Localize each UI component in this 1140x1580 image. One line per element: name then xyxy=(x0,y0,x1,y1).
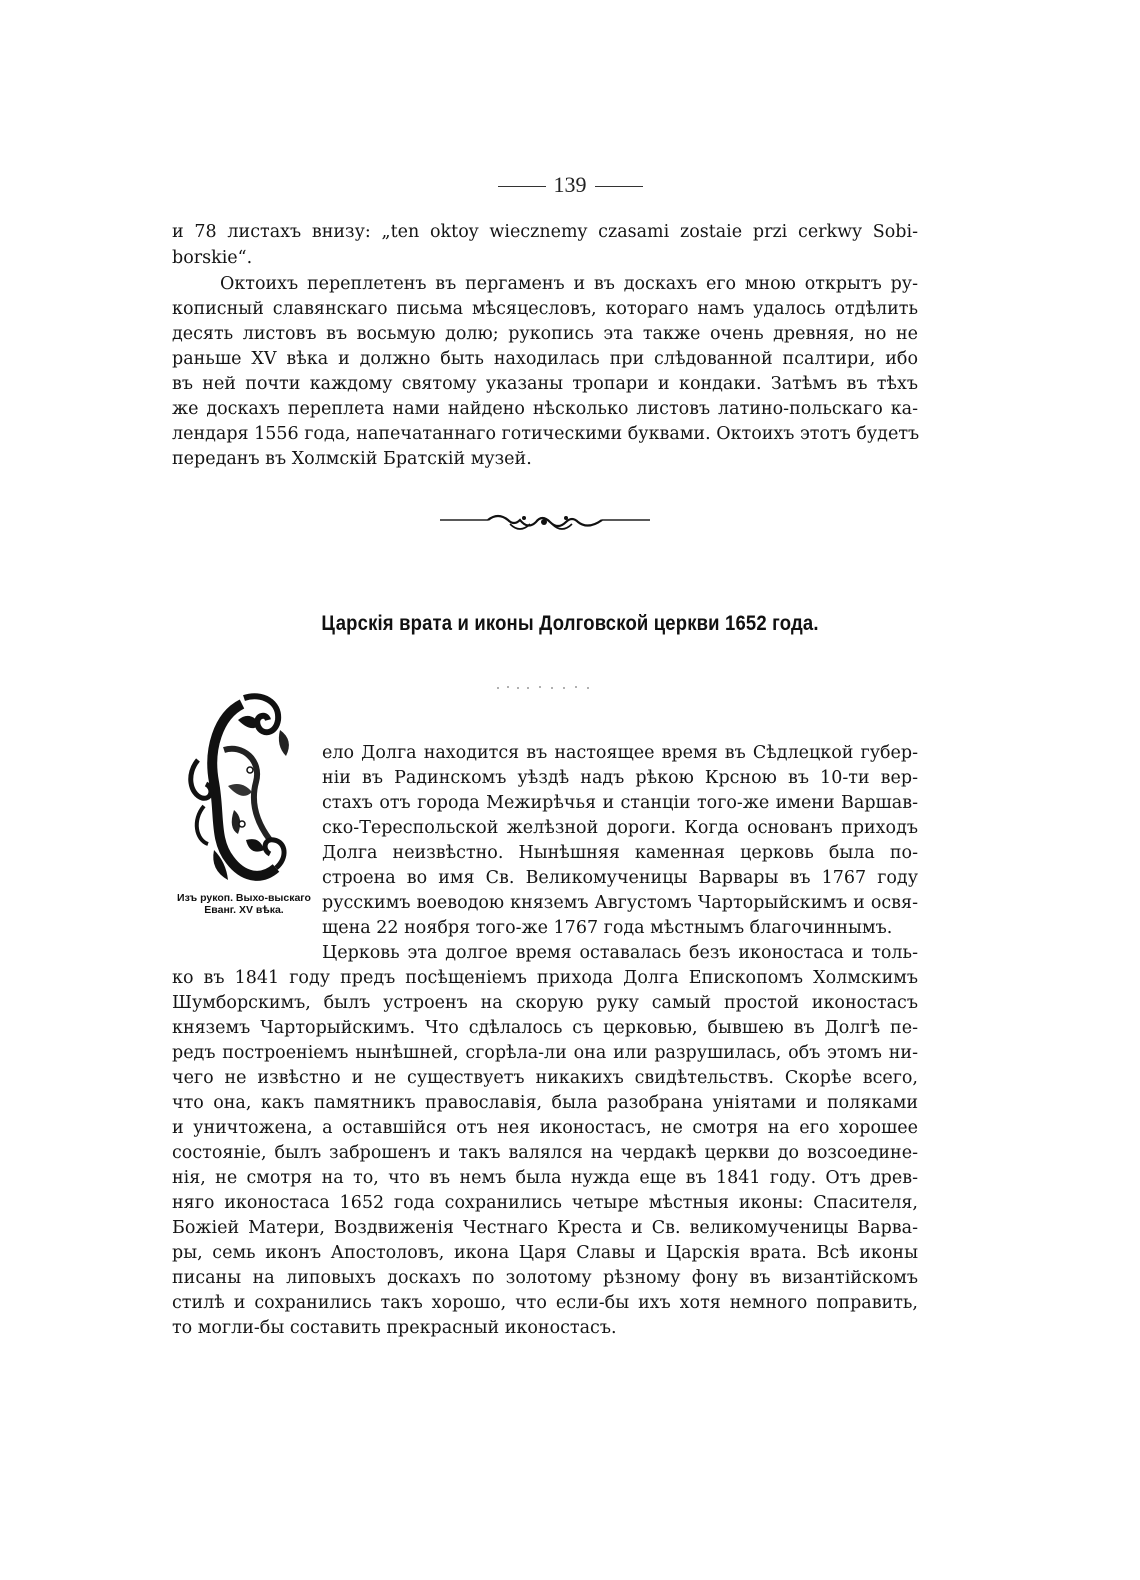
ornament-divider xyxy=(440,510,650,540)
decorated-initial-letter xyxy=(184,690,304,890)
text-line: и 78 листахъ внизу: „ten oktoy wiecznemy czasami zostaie przi cerkwy Sobi- xyxy=(172,222,918,242)
text-line: состояніе, былъ заброшенъ и такъ валялся на чердакѣ церкви до возсоедине- xyxy=(172,1143,918,1163)
text-line: borskie“. xyxy=(172,248,253,268)
text-line: Шумборскимъ, былъ устроенъ на скорую руку самый простой иконостасъ xyxy=(172,993,918,1013)
text-line: редъ построеніемъ нынѣшней, сгорѣла-ли она или разрушилась, объ этомъ ни- xyxy=(172,1043,918,1063)
text-line: ело Долга находится въ настоящее время въ Сѣдлецкой губер- xyxy=(322,743,918,763)
page-number-rule-left xyxy=(498,186,546,187)
decorative-dots xyxy=(494,684,594,692)
page-number-text: 139 xyxy=(553,172,587,197)
text-line: то могли-бы составить прекрасный иконостасъ. xyxy=(172,1318,617,1338)
text-line: Октоихъ переплетенъ въ пергаменъ и въ доскахъ его мною открытъ ру- xyxy=(220,274,918,294)
text-line: ры, семь иконъ Апостоловъ, икона Царя Славы и Царскія врата. Всѣ иконы xyxy=(172,1243,918,1263)
text-line: Долга неизвѣстно. Нынѣшняя каменная церковь была по- xyxy=(322,843,918,863)
text-line: нія, не смотря на то, что въ немъ была нужда еще въ 1841 году. Отъ древ- xyxy=(172,1168,918,1188)
text-line: няго иконостаса 1652 года сохранились четыре мѣстныя иконы: Спасителя, xyxy=(172,1193,918,1213)
text-line: въ ней почти каждому святому указаны тропари и кондаки. Затѣмъ въ тѣхъ xyxy=(172,374,918,394)
text-line: княземъ Чарторыйскимъ. Что сдѣлалось съ церковью, бывшею въ Долгѣ пе- xyxy=(172,1018,918,1038)
text-line: чего не извѣстно и не существуетъ никакихъ свидѣтельствъ. Скорѣе всего, xyxy=(172,1068,918,1088)
text-line: переданъ въ Холмскій Братскій музей. xyxy=(172,449,532,469)
text-line: лендаря 1556 года, напечатаннаго готическими буквами. Октоихъ этотъ будетъ xyxy=(172,424,920,444)
text-line: ско-Тереспольской желѣзной дороги. Когда основанъ приходъ xyxy=(322,818,918,838)
text-line: кописный славянскаго письма мѣсяцесловъ, котораго намъ удалось отдѣлить xyxy=(172,299,918,319)
text-line: раньше XV вѣка и должно быть находилась при слѣдованной псалтири, ибо xyxy=(172,349,918,369)
text-line: Божіей Матери, Воздвиженія Честнаго Креста и Св. великомученицы Варва- xyxy=(172,1218,918,1238)
page-number-rule-right xyxy=(595,186,643,187)
text-line: русскимъ воеводою княземъ Августомъ Чарторыйскимъ и освя- xyxy=(322,893,918,913)
text-line: стилѣ и сохранились такъ хорошо, что если-бы ихъ хотя немного поправить, xyxy=(172,1293,918,1313)
text-line: писаны на липовыхъ доскахъ по золотому рѣзному фону въ византійскомъ xyxy=(172,1268,918,1288)
initial-caption: Изъ рукоп. Выхо-выскаго Еванг. XV вѣка. xyxy=(177,892,311,916)
text-line: щена 22 ноября того-же 1767 года мѣстнымъ благочиннымъ. xyxy=(322,918,893,938)
text-line: ніи въ Радинскомъ уѣздѣ надъ рѣкою Крсною въ 10-ти вер- xyxy=(322,768,918,788)
text-line: ко въ 1841 году предъ посѣщеніемъ прихода Долга Епископомъ Холмскимъ xyxy=(172,968,918,988)
text-line: десять листовъ въ восьмую долю; рукопись эта также очень древняя, но не xyxy=(172,324,918,344)
section-title: Царскія врата и иконы Долговской церкви 1652 года. xyxy=(321,612,819,635)
text-line: стахъ отъ города Межирѣчья и станціи того-же имени Варшав- xyxy=(322,793,918,813)
text-line: Церковь эта долгое время оставалась безъ иконостаса и толь- xyxy=(322,943,918,963)
text-line: же доскахъ переплета нами найдено нѣсколько листовъ латино-польскаго ка- xyxy=(172,399,918,419)
page-number xyxy=(0,172,1140,198)
text-line: строена во имя Св. Великомученицы Варвары въ 1767 году xyxy=(322,868,918,888)
text-line: и уничтожена, а оставшійся отъ нея иконостасъ, не смотря на его хорошее xyxy=(172,1118,918,1138)
text-line: что она, какъ памятникъ православія, была разобрана уніятами и поляками xyxy=(172,1093,918,1113)
